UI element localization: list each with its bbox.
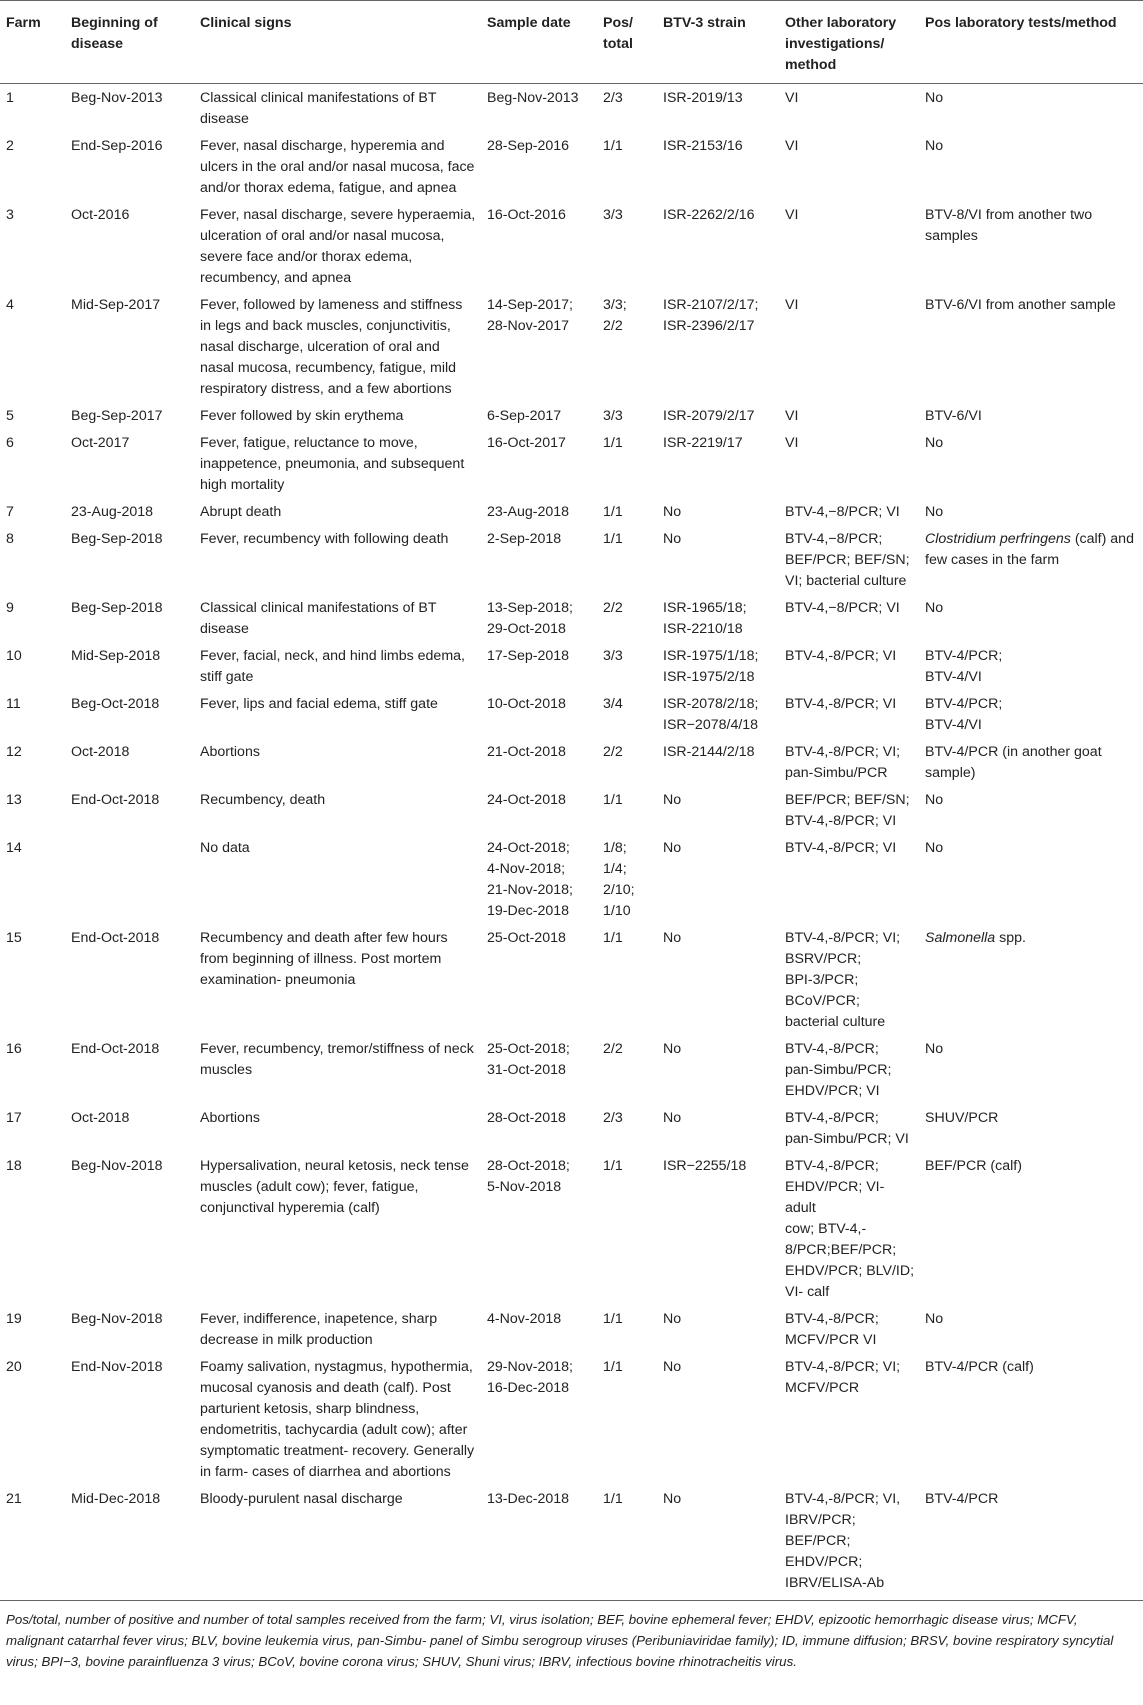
table-row <box>0 291 1143 402</box>
cell-other-investigations: BTV-4,-8/PCR; VI <box>785 840 897 856</box>
cell-farm: 3 <box>6 207 14 223</box>
cell-pos-total: 3/3 <box>603 408 623 424</box>
cell-strain: No <box>663 1311 682 1327</box>
cell-farm: 10 <box>6 648 22 664</box>
cell-farm: 7 <box>6 504 14 520</box>
header-beginning: Beginning of disease <box>65 1 194 84</box>
cell-beginning: Mid-Dec-2018 <box>65 1485 194 1601</box>
table-row <box>0 834 1143 924</box>
table-row <box>0 1035 1143 1104</box>
cell-strain: ISR-2144/2/18 <box>663 744 755 760</box>
table-row <box>0 402 1143 429</box>
cell-strain: No <box>663 840 682 856</box>
cell-sample-date: 4-Nov-2018 <box>487 1311 562 1327</box>
cell-beginning: Oct-2018 <box>71 744 130 760</box>
cell-pos-total: 2/2 <box>603 1041 623 1057</box>
cell-pos-total: 2/2 <box>603 744 623 760</box>
cell-sample-date: 24-Oct-2018; 4-Nov-2018; 21-Nov-2018; 19-Dec-2018 <box>487 840 573 919</box>
cell-pos-total: 1/1 <box>603 792 623 808</box>
cell-strain: No <box>663 531 682 547</box>
cell-clinical-signs: Fever, fatigue, reluctance to move, inappetence, pneumonia, and subsequent high mortality <box>200 435 465 493</box>
cell-pos-lab: BTV-4/PCR (in another goat sample) <box>925 744 1102 781</box>
header-pos-lab: Pos laboratory tests/method <box>919 1 1143 84</box>
cell-clinical-signs: Classical clinical manifestations of BT disease <box>200 90 437 127</box>
cell-strain: ISR-2107/2/17; ISR-2396/2/17 <box>663 297 759 334</box>
cell-pos-lab: No <box>925 504 944 520</box>
cell-pos-total: 2/3 <box>603 1110 623 1126</box>
cell-sample-date: 6-Sep-2017 <box>487 408 562 424</box>
cell-pos-lab: BTV-6/VI from another sample <box>925 297 1116 313</box>
cell-sample-date: 13-Sep-2018; 29-Oct-2018 <box>487 600 573 637</box>
cell-farm: 6 <box>6 435 14 451</box>
cell-clinical-signs: Fever, nasal discharge, hyperemia and ulcers in the oral and/or nasal mucosa, face and/or thorax edema, fatigue, and apnea <box>200 138 475 196</box>
cell-beginning: Oct-2016 <box>71 207 130 223</box>
cell-other-investigations: BEF/PCR; BEF/SN; BTV-4,-8/PCR; VI <box>785 792 910 829</box>
header-clinical-signs: Clinical signs <box>194 1 481 84</box>
cell-pos-lab: No <box>925 840 944 856</box>
cell-farm: 2 <box>6 138 14 154</box>
cell-pos-total: 2/2 <box>603 600 623 616</box>
table-row <box>0 1305 1143 1353</box>
cell-beginning: End-Nov-2018 <box>71 1359 163 1375</box>
cell-pos-lab: SHUV/PCR <box>925 1110 999 1126</box>
header-other-investigations: Other laboratory investigations/ method <box>779 1 919 84</box>
cell-farm: 1 <box>6 90 14 106</box>
cell-sample-date: 17-Sep-2018 <box>487 648 570 664</box>
cell-sample-date: 2-Sep-2018 <box>487 531 562 547</box>
cell-farm: 21 <box>0 1485 65 1601</box>
cell-pos-lab: No <box>925 1041 944 1057</box>
cell-other-investigations: BTV-4,-8/PCR; VI; MCFV/PCR <box>785 1359 901 1396</box>
table-row <box>0 1152 1143 1305</box>
cell-beginning: End-Oct-2018 <box>71 930 160 946</box>
cell-farm: 5 <box>6 408 14 424</box>
cell-strain: No <box>657 1485 779 1601</box>
cell-strain: ISR-2078/2/18; ISR−2078/4/18 <box>663 696 759 733</box>
cell-pos-lab <box>919 525 1143 594</box>
cell-pos-lab: No <box>925 1311 944 1327</box>
cell-clinical-signs: Abortions <box>200 1110 260 1126</box>
cell-beginning: Beg-Nov-2013 <box>71 90 163 106</box>
cell-sample-date: 28-Sep-2016 <box>487 138 570 154</box>
cell-pos-lab: No <box>925 600 944 616</box>
cell-pos-lab: No <box>925 138 944 154</box>
cell-pos-lab: BTV-4/PCR; BTV-4/VI <box>925 648 1003 685</box>
cell-pos-lab <box>919 924 1143 1035</box>
cell-clinical-signs: Fever, indifference, inapetence, sharp decrease in milk production <box>200 1311 438 1348</box>
cell-farm: 11 <box>6 696 21 712</box>
cell-farm: 15 <box>6 930 22 946</box>
cell-clinical-signs: Foamy salivation, nystagmus, hypothermia, mucosal cyanosis and death (calf). Post parturient ketosis, sharp blindness, endometritis, tachycardia (adult cow); after symptomatic treatment- recovery. Generally in farm- cases of diarrhea and abortions <box>200 1359 475 1480</box>
cell-farm: 14 <box>6 840 22 856</box>
cell-beginning: Oct-2018 <box>71 1110 130 1126</box>
cell-clinical-signs: Hypersalivation, neural ketosis, neck tense muscles (adult cow); fever, fatigue, conjunctival hyperemia (calf) <box>200 1158 469 1216</box>
table-row <box>0 201 1143 291</box>
cell-beginning: End-Sep-2016 <box>71 138 163 154</box>
cell-farm: 9 <box>6 600 14 616</box>
organism-name: Salmonella <box>925 930 996 946</box>
table-row <box>0 525 1143 594</box>
cell-pos-total: 1/1 <box>603 1158 623 1174</box>
cell-sample-date: 29-Nov-2018; 16-Dec-2018 <box>487 1359 573 1396</box>
cell-strain: No <box>663 1041 682 1057</box>
cell-strain: ISR−2255/18 <box>663 1158 747 1174</box>
table-header <box>0 1 1143 84</box>
cell-farm: 12 <box>6 744 22 760</box>
cell-beginning: Beg-Nov-2018 <box>71 1311 163 1327</box>
cell-strain: No <box>663 504 682 520</box>
cell-clinical-signs: Fever, recumbency with following death <box>200 531 449 547</box>
pos-lab-text: spp. <box>995 930 1026 946</box>
cell-farm: 8 <box>6 531 14 547</box>
cell-other-investigations: BTV-4,-8/PCR; MCFV/PCR VI <box>785 1311 879 1348</box>
table-row <box>0 1485 1143 1601</box>
header-pos-total: Pos/ total <box>597 1 657 84</box>
cell-pos-total: 1/8; 1/4; 2/10; 1/10 <box>603 840 635 919</box>
cell-beginning: Beg-Oct-2018 <box>71 696 160 712</box>
pos-lab-text: (calf) and few cases in the farm <box>925 531 1134 568</box>
table-row <box>0 642 1143 690</box>
cell-clinical-signs: Bloody-purulent nasal discharge <box>194 1485 481 1601</box>
cell-sample-date: 25-Oct-2018 <box>487 930 566 946</box>
cell-other-investigations: BTV-4,−8/PCR; BEF/PCR; BEF/SN; VI; bacterial culture <box>785 531 910 589</box>
cell-pos-total: 1/1 <box>603 930 623 946</box>
cell-clinical-signs: Fever followed by skin erythema <box>200 408 404 424</box>
cell-clinical-signs: Fever, lips and facial edema, stiff gate <box>200 696 438 712</box>
cell-pos-total: 1/1 <box>603 504 623 520</box>
cell-pos-total: 3/3 <box>603 648 623 664</box>
cell-pos-total: 1/1 <box>603 1359 623 1375</box>
cell-clinical-signs: Fever, facial, neck, and hind limbs edema, stiff gate <box>200 648 465 685</box>
cell-sample-date: 21-Oct-2018 <box>487 744 566 760</box>
cell-sample-date: 24-Oct-2018 <box>487 792 566 808</box>
cell-clinical-signs: No data <box>200 840 250 856</box>
cell-sample-date: 14-Sep-2017; 28-Nov-2017 <box>487 297 573 334</box>
cell-strain: ISR-2219/17 <box>663 435 743 451</box>
table-row <box>0 786 1143 834</box>
cell-sample-date: 16-Oct-2017 <box>487 435 566 451</box>
cell-other-investigations: VI <box>785 138 799 154</box>
cell-sample-date: Beg-Nov-2013 <box>487 90 579 106</box>
cell-sample-date: 25-Oct-2018; 31-Oct-2018 <box>487 1041 570 1078</box>
cell-beginning: Beg-Sep-2018 <box>71 600 163 616</box>
cell-clinical-signs: Fever, nasal discharge, severe hyperaemia, ulceration of oral and/or nasal mucosa, severe face and/or thorax edema, recumbency, and apnea <box>200 207 476 286</box>
cell-sample-date: 28-Oct-2018; 5-Nov-2018 <box>487 1158 570 1195</box>
table-row <box>0 84 1143 133</box>
organism-name: Clostridium perfringens <box>925 531 1071 547</box>
header-row <box>0 1 1143 84</box>
cell-pos-lab: BTV-4/PCR (calf) <box>925 1359 1034 1375</box>
cell-beginning: Beg-Sep-2018 <box>71 531 163 547</box>
cell-other-investigations: BTV-4,-8/PCR; pan-Simbu/PCR; EHDV/PCR; VI <box>785 1041 892 1099</box>
cell-pos-lab: BTV-6/VI <box>925 408 982 424</box>
cell-pos-lab: BEF/PCR (calf) <box>925 1158 1022 1174</box>
cell-other-investigations: VI <box>785 297 799 313</box>
cell-pos-total: 1/1 <box>597 1485 657 1601</box>
cell-other-investigations: BTV-4,-8/PCR; VI, IBRV/PCR; BEF/PCR; EHDV/PCR; IBRV/ELISA-Ab <box>779 1485 919 1601</box>
header-farm: Farm <box>0 1 65 84</box>
cell-other-investigations: VI <box>785 435 799 451</box>
cell-farm: 19 <box>6 1311 22 1327</box>
cell-pos-lab: BTV-4/PCR; BTV-4/VI <box>925 696 1003 733</box>
cell-other-investigations: BTV-4,-8/PCR; VI <box>785 696 897 712</box>
table-row <box>0 738 1143 786</box>
cell-clinical-signs: Fever, recumbency, tremor/stiffness of neck muscles <box>200 1041 474 1078</box>
cell-strain: ISR-2079/2/17 <box>663 408 755 424</box>
cell-strain: No <box>663 1110 682 1126</box>
table-footnote: Pos/total, number of positive and number of total samples received from the farm; VI, virus isolation; BEF, bovine ephemeral fever; EHDV, epizootic hemorrhagic disease virus; MCFV, malignant catarrhal fever virus; BLV, bovine leukemia virus, pan-Simbu- panel of Simbu serogroup viruses (Peribuniaviridae family); ID, immune diffusion; BRSV, bovine respiratory syncytial virus; BPI−3, bovine parainfluenza 3 virus; BCoV, bovine corona virus; SHUV, Shuni virus; IBRV, infectious bovine rhinotracheitis virus. <box>6 1612 1114 1669</box>
cell-beginning <box>65 834 194 924</box>
cell-clinical-signs: Recumbency and death after few hours from beginning of illness. Post mortem examination- pneumonia <box>200 930 448 988</box>
cell-clinical-signs: Fever, followed by lameness and stiffness in legs and back muscles, conjunctivitis, nasal discharge, ulceration of oral and nasal mucosa, recumbency, fatigue, mild respiratory distress, and a few abortions <box>200 297 463 397</box>
table-body <box>0 84 1143 1601</box>
cell-strain: No <box>663 930 682 946</box>
cell-strain: ISR-2262/2/16 <box>663 207 755 223</box>
cell-strain: ISR-2153/16 <box>663 138 743 154</box>
cell-beginning: Oct-2017 <box>71 435 130 451</box>
cell-clinical-signs: Classical clinical manifestations of BT disease <box>200 600 437 637</box>
cell-other-investigations: VI <box>785 90 799 106</box>
cell-farm: 18 <box>6 1158 22 1174</box>
cell-farm: 20 <box>6 1359 22 1375</box>
cell-other-investigations: VI <box>785 408 799 424</box>
cell-pos-lab: No <box>925 90 944 106</box>
cell-strain: ISR-1975/1/18; ISR-1975/2/18 <box>663 648 759 685</box>
cell-clinical-signs: Abortions <box>200 744 260 760</box>
cell-other-investigations: VI <box>785 207 799 223</box>
cell-pos-lab: BTV-8/VI from another two samples <box>925 207 1093 244</box>
table-row <box>0 429 1143 498</box>
cell-other-investigations: BTV-4,−8/PCR; VI <box>785 504 900 520</box>
cell-other-investigations: BTV-4,-8/PCR; EHDV/PCR; VI-adult cow; BTV-4,- 8/PCR;BEF/PCR; EHDV/PCR; BLV/ID; VI- calf <box>785 1158 915 1300</box>
cell-pos-lab: BTV-4/PCR <box>919 1485 1143 1601</box>
cell-beginning: 23-Aug-2018 <box>71 504 154 520</box>
cell-other-investigations: BTV-4,-8/PCR; pan-Simbu/PCR; VI <box>785 1110 909 1147</box>
cell-beginning: End-Oct-2018 <box>71 792 160 808</box>
cell-beginning: Beg-Sep-2017 <box>71 408 163 424</box>
cell-pos-lab: No <box>925 792 944 808</box>
table-row <box>0 498 1143 525</box>
cell-strain: ISR-2019/13 <box>663 90 743 106</box>
table-row <box>0 594 1143 642</box>
cell-beginning: End-Oct-2018 <box>71 1041 160 1057</box>
table-row <box>0 132 1143 201</box>
cell-beginning: Beg-Nov-2018 <box>71 1158 163 1174</box>
cell-other-investigations: BTV-4,−8/PCR; VI <box>785 600 900 616</box>
table-row <box>0 924 1143 1035</box>
cell-other-investigations: BTV-4,-8/PCR; VI <box>785 648 897 664</box>
cell-strain: No <box>663 1359 682 1375</box>
cell-sample-date: 13-Dec-2018 <box>481 1485 597 1601</box>
cell-sample-date: 23-Aug-2018 <box>487 504 570 520</box>
cell-strain: ISR-1965/18; ISR-2210/18 <box>663 600 747 637</box>
cell-clinical-signs: Abrupt death <box>200 504 282 520</box>
cell-pos-total: 1/1 <box>603 138 623 154</box>
cell-pos-total: 3/4 <box>603 696 623 712</box>
cell-farm: 4 <box>6 297 14 313</box>
table-row <box>0 1353 1143 1485</box>
cell-farm: 17 <box>6 1110 22 1126</box>
header-strain: BTV-3 strain <box>657 1 779 84</box>
cell-farm: 16 <box>6 1041 22 1057</box>
cell-pos-total: 3/3 <box>603 207 623 223</box>
cell-farm: 13 <box>6 792 22 808</box>
cell-pos-lab: No <box>925 435 944 451</box>
cell-beginning: Mid-Sep-2017 <box>71 297 161 313</box>
cell-beginning: Mid-Sep-2018 <box>71 648 161 664</box>
cell-strain: No <box>663 792 682 808</box>
cell-other-investigations: BTV-4,-8/PCR; VI; BSRV/PCR; BPI-3/PCR; BCoV/PCR; bacterial culture <box>785 930 901 1030</box>
cell-pos-total: 2/3 <box>603 90 623 106</box>
cell-pos-total: 1/1 <box>603 531 623 547</box>
cell-sample-date: 16-Oct-2016 <box>487 207 566 223</box>
header-sample-date: Sample date <box>481 1 597 84</box>
cell-pos-total: 1/1 <box>603 1311 623 1327</box>
cell-other-investigations: BTV-4,-8/PCR; VI; pan-Simbu/PCR <box>785 744 901 781</box>
table-row <box>0 690 1143 738</box>
cell-sample-date: 10-Oct-2018 <box>487 696 566 712</box>
cell-clinical-signs: Recumbency, death <box>200 792 326 808</box>
table-row <box>0 1104 1143 1152</box>
cell-pos-total: 3/3; 2/2 <box>603 297 627 334</box>
cell-sample-date: 28-Oct-2018 <box>487 1110 566 1126</box>
cell-pos-total: 1/1 <box>603 435 623 451</box>
